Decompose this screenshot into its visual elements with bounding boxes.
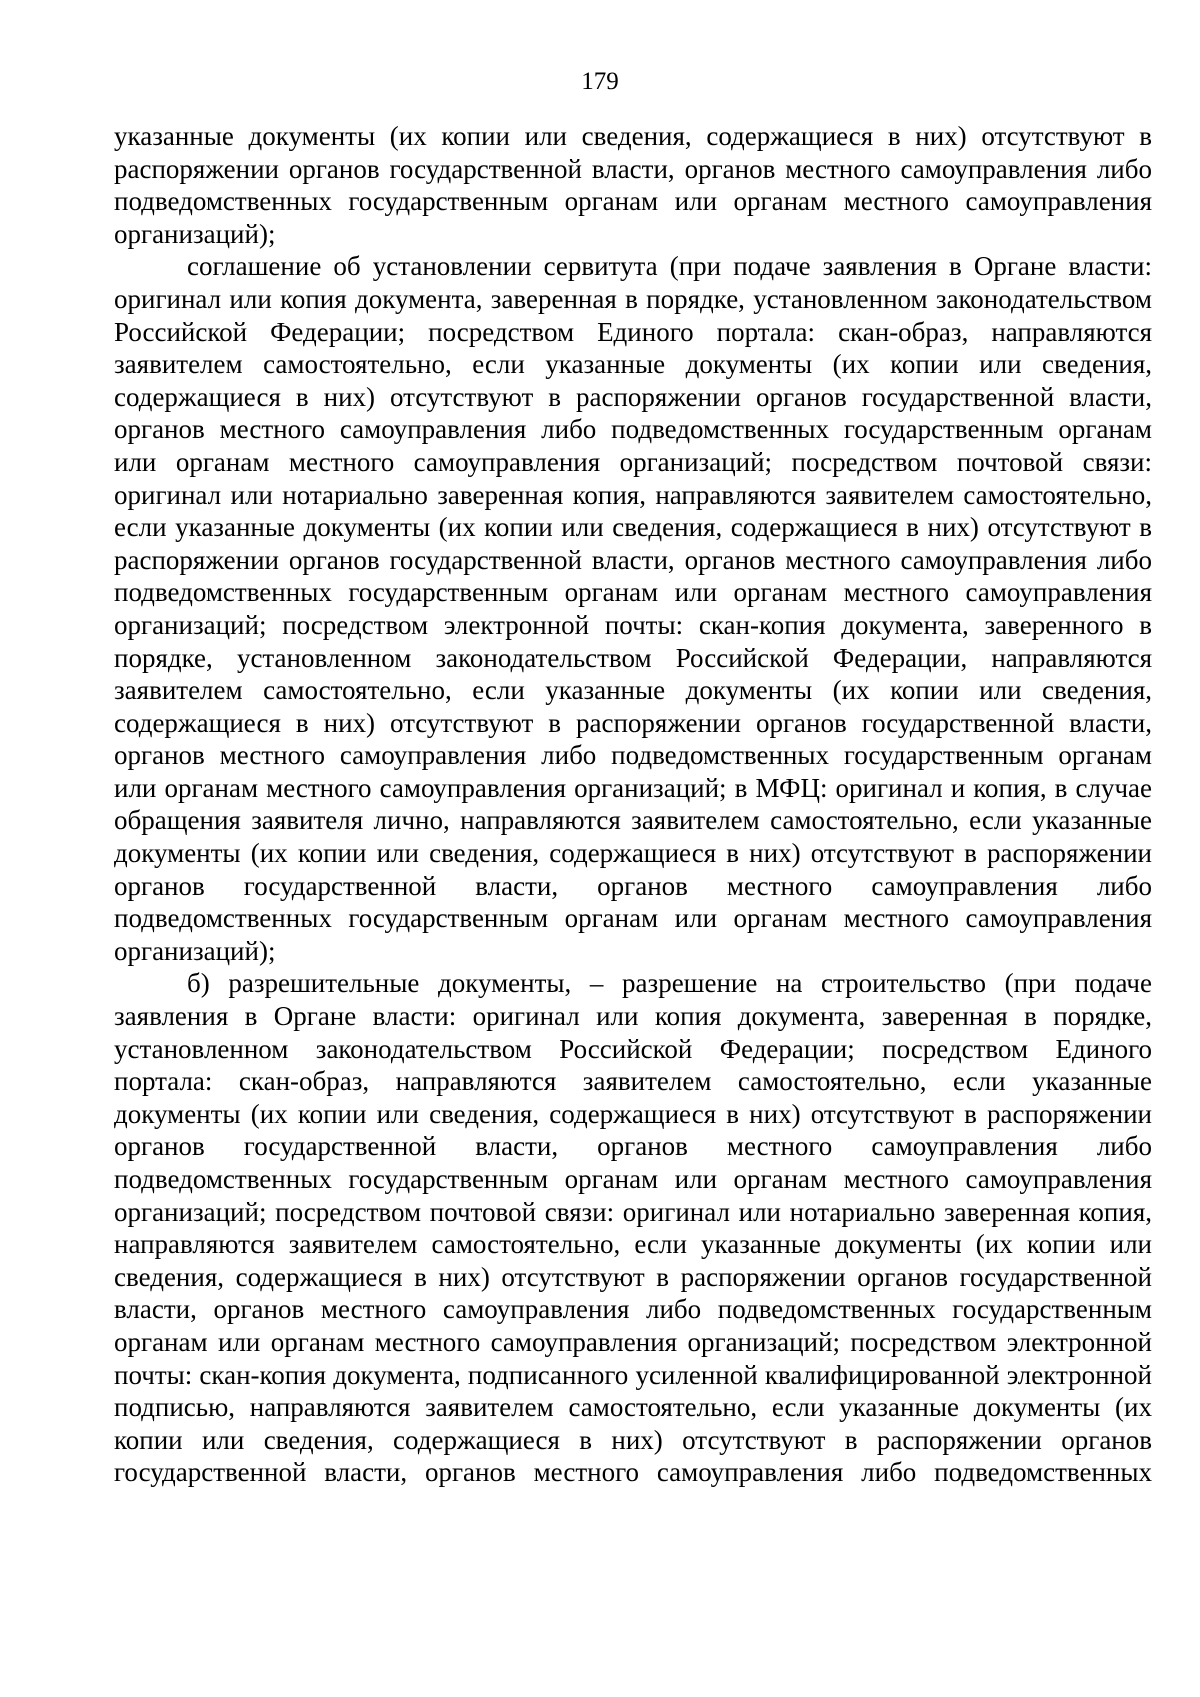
paragraph-permits: б) разрешительные документы, – разрешение на строительство (при подаче заявления в Органе власти: оригинал или копия документа, заверенная в порядке, установленном законодательством Российской Федерации; посредством Единого портала: скан-образ, направляются заявителем самостоятельно, если указанные документы (их копии или сведения, содержащиеся в них) отсутствуют в распоряжении органов государственной власти, органов местного самоуправления либо подведомственных государственным органам или органам местного самоуправления организаций; посредством почтовой связи: оригинал или нотариально заверенная копия, направляются заявителем самостоятельно, если указанные документы (их копии или сведения, содержащиеся в них) отсутствуют в распоряжении органов государственной власти, органов местного самоуправления либо подведомственных государственным органам или органам местного самоуправления организаций; посредством электронной почты: скан-копия документа, подписанного усиленной квалифицированной электронной подписью, направляются заявителем самостоятельно, если указанные документы (их копии или сведения, содержащиеся в них) отсутствуют в распоряжении органов государственной власти, органов местного самоуправления либо подведомственных [114, 968, 1152, 1488]
paragraph-servitude-agreement: соглашение об установлении сервитута (при подаче заявления в Органе власти: оригинал или копия документа, заверенная в порядке, установленном законодательством Российской Федерации; посредством Единого портала: скан-образ, направляются заявителем самостоятельно, если указанные документы (их копии или сведения, содержащиеся в них) отсутствуют в распоряжении органов государственной власти, органов местного самоуправления либо подведомственных государственным органам или органам местного самоуправления организаций; посредством почтовой связи: оригинал или нотариально заверенная копия, направляются заявителем самостоятельно, если указанные документы (их копии или сведения, содержащиеся в них) отсутствуют в распоряжении органов государственной власти, органов местного самоуправления либо подведомственных государственным органам или органам местного самоуправления организаций; посредством электронной почты: скан-копия документа, заверенного в порядке, установленном законодательством Российской Федерации, направляются заявителем самостоятельно, если указанные документы (их копии или сведения, содержащиеся в них) отсутствуют в распоряжении органов государственной власти, органов местного самоуправления либо подведомственных государственным органам или органам местного самоуправления организаций; в МФЦ: оригинал и копия, в случае обращения заявителя лично, направляются заявителем самостоятельно, если указанные документы (их копии или сведения, содержащиеся в них) отсутствуют в распоряжении органов государственной власти, органов местного самоуправления либо подведомственных государственным органам или органам местного самоуправления организаций); [114, 251, 1152, 966]
document-body [114, 120, 1152, 1489]
paragraph-continuation: указанные документы (их копии или сведения, содержащиеся в них) отсутствуют в распоряжении органов государственной власти, органов местного самоуправления либо подведомственных государственным органам или органам местного самоуправления организаций); [114, 121, 1152, 249]
page-number: 179 [581, 68, 619, 95]
